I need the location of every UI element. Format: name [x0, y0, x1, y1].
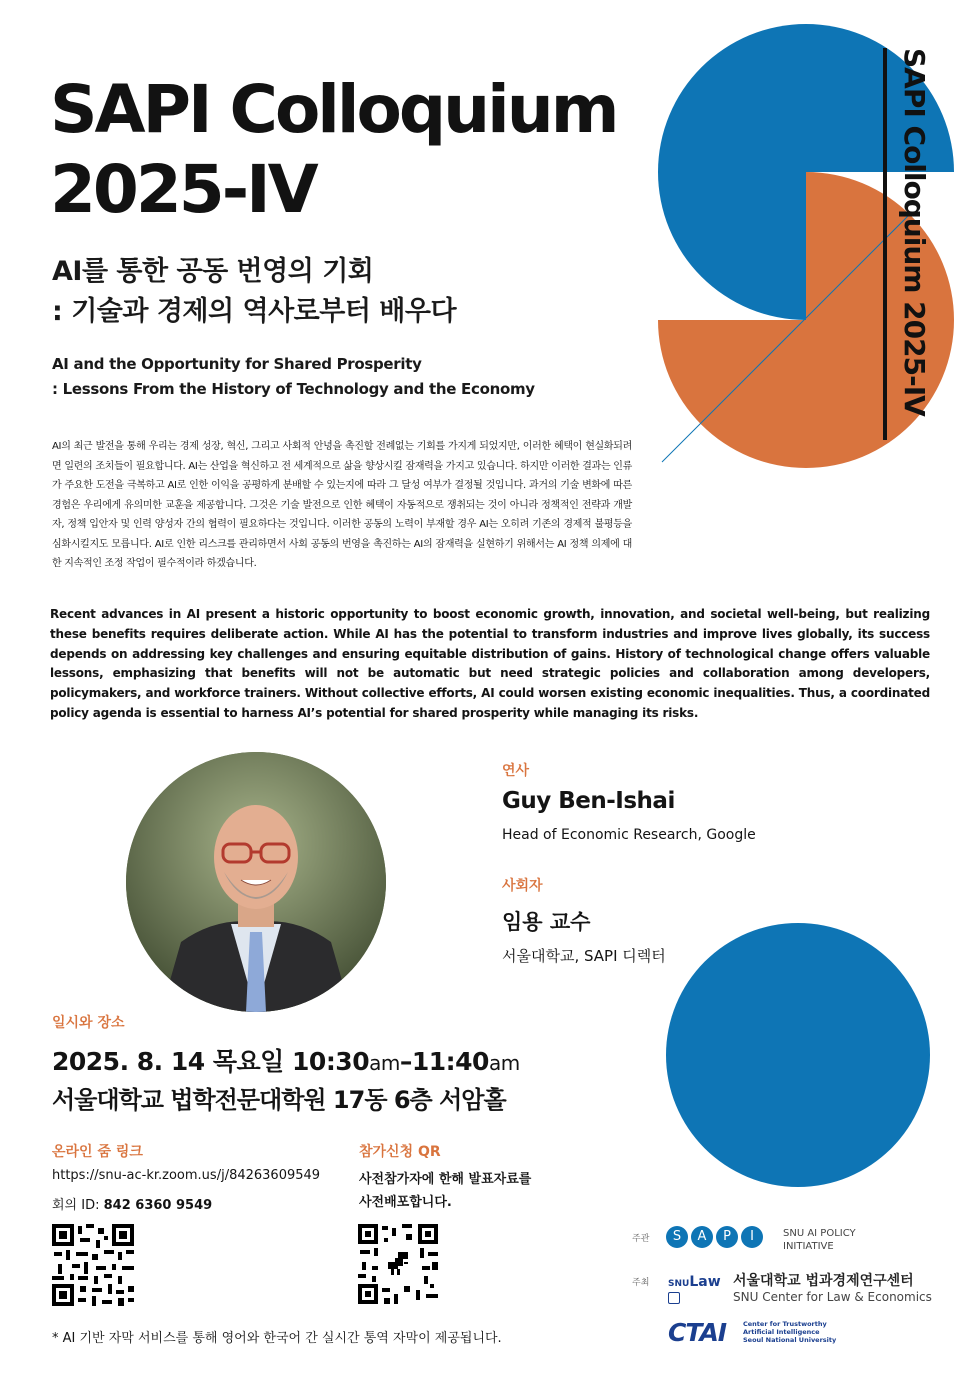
blue-circle-bottom — [666, 923, 930, 1187]
moderator-label: 사회자 — [502, 878, 543, 894]
meeting-id: 회의 ID: 842 6360 9549 — [52, 1198, 213, 1213]
registration-label: 참가신청 QR — [359, 1144, 441, 1160]
korean-abstract: AI의 최근 발전을 통해 우리는 경제 성장, 혁신, 그리고 사회적 안녕을 촉진할 전례없는 기회를 가지게 되었지만, 이러한 혜택이 현실화되려면 일련의 조치들이 필요합니다. AI는 산업을 혁신하고 전 세계적으로 삶을 향상시킬 잠재력을 가지고 있습니다. 하지만 이러한 결과는 인류가 주요한 도전을 극복하고 AI로 인한 이익을 공평하게 분배할 수 있는지에 따라 그 달성 여부가 결정될 것입니다. 과거의 기술 변화에 따른 경험은 우리에게 유의미한 교훈을 제공합니다. 그것은 기술 발전으로 인한 혜택이 자동적으로 쟁취되는 것이 아니라 정책적인 전략과 개발자, 정책 입안자 및 인력 양성자 간의 협력이 필요하다는 것입니다. 이러한 공동의 노력이 부재할 경우 AI는 오히려 기존의 경제적 불평등을 심화시킬지도 모릅니다. AI로 인한 리스크를 관리하면서 사회 공동의 번영을 촉진하는 AI의 잠재력을 실현하기 위해서는 AI 정책 의제에 대한 지속적인 조정 작업이 필수적이라 하겠습니다. — [52, 441, 632, 569]
center-english: SNU Center for Law & Economics — [733, 1290, 932, 1304]
title-line-1: SAPI Colloquium — [50, 71, 617, 148]
blue-quarter-left — [658, 172, 806, 320]
event-date: 2025. 8. 14 목요일 10:30am–11:40am — [52, 1047, 520, 1076]
registration-qr-code[interactable] — [358, 1224, 438, 1304]
snu-emblem-icon — [668, 1292, 680, 1304]
moderator-name: 임용 교수 — [502, 910, 591, 934]
event-venue: 서울대학교 법학전문대학원 17동 6층 서암홀 — [52, 1086, 506, 1114]
registration-note: 사전참가자에 한해 발표자료를 사전배포합니다. — [359, 1172, 532, 1210]
host-name: SNU AI POLICY INITIATIVE — [783, 1228, 856, 1252]
speaker-title: Head of Economic Research, Google — [502, 827, 756, 843]
sapi-logo: S A P I — [666, 1226, 763, 1248]
cohost-label: 주최 — [632, 1278, 650, 1288]
ctai-name: Center for Trustworthy Artificial Intelligence Seoul National University — [743, 1320, 837, 1344]
host-label: 주관 — [632, 1234, 650, 1244]
english-abstract: Recent advances in AI present a historic opportunity to boost economic growth, innovation, and societal well-being, but realizing these benefits requires deliberate action. While AI has the potential to transform industries and improve lives globally, its success depends on addressing key challenges and ensuring equitable distribution of gains. History of technological change offers valuable lessons, emphasizing that benefits will not be automatic but need strategic policies and collaboration among developers, policymakers, and workforce trainers. Without collective efforts, AI could worsen existing economic inequalities. Thus, a coordinated policy agenda is essential to harness AI’s potential for shared prosperity while managing its risks. — [50, 607, 930, 720]
main-title — [50, 70, 617, 230]
footnote: * AI 기반 자막 서비스를 통해 영어와 한국어 간 실시간 통역 자막이 제공됩니다. — [52, 1331, 502, 1346]
vertical-title: SAPI Colloquium 2025-IV — [898, 48, 931, 416]
speaker-label: 연사 — [502, 763, 530, 779]
dinosaur-icon — [382, 1248, 414, 1280]
korean-subtitle: AI를 통한 공동 번영의 기회 : 기술과 경제의 역사로부터 배우다 — [52, 256, 457, 327]
ctai-logo: CTAI — [668, 1318, 727, 1347]
title-line-2: 2025-IV — [50, 151, 316, 228]
center-korean: 서울대학교 법과경제연구센터 — [733, 1273, 914, 1289]
speaker-name: Guy Ben-Ishai — [502, 788, 675, 814]
zoom-link[interactable]: https://snu-ac-kr.zoom.us/j/84263609549 — [52, 1168, 321, 1183]
schedule-label: 일시와 장소 — [52, 1015, 125, 1031]
moderator-title: 서울대학교, SAPI 디렉터 — [502, 947, 666, 965]
snulaw-logo: SNULaw — [668, 1271, 721, 1304]
english-subtitle: AI and the Opportunity for Shared Prosperity : Lessons From the History of Technology and the Economy — [52, 355, 535, 398]
zoom-qr-code[interactable] — [52, 1224, 134, 1306]
online-label: 온라인 줌 링크 — [52, 1144, 143, 1160]
speaker-photo — [126, 752, 386, 1012]
